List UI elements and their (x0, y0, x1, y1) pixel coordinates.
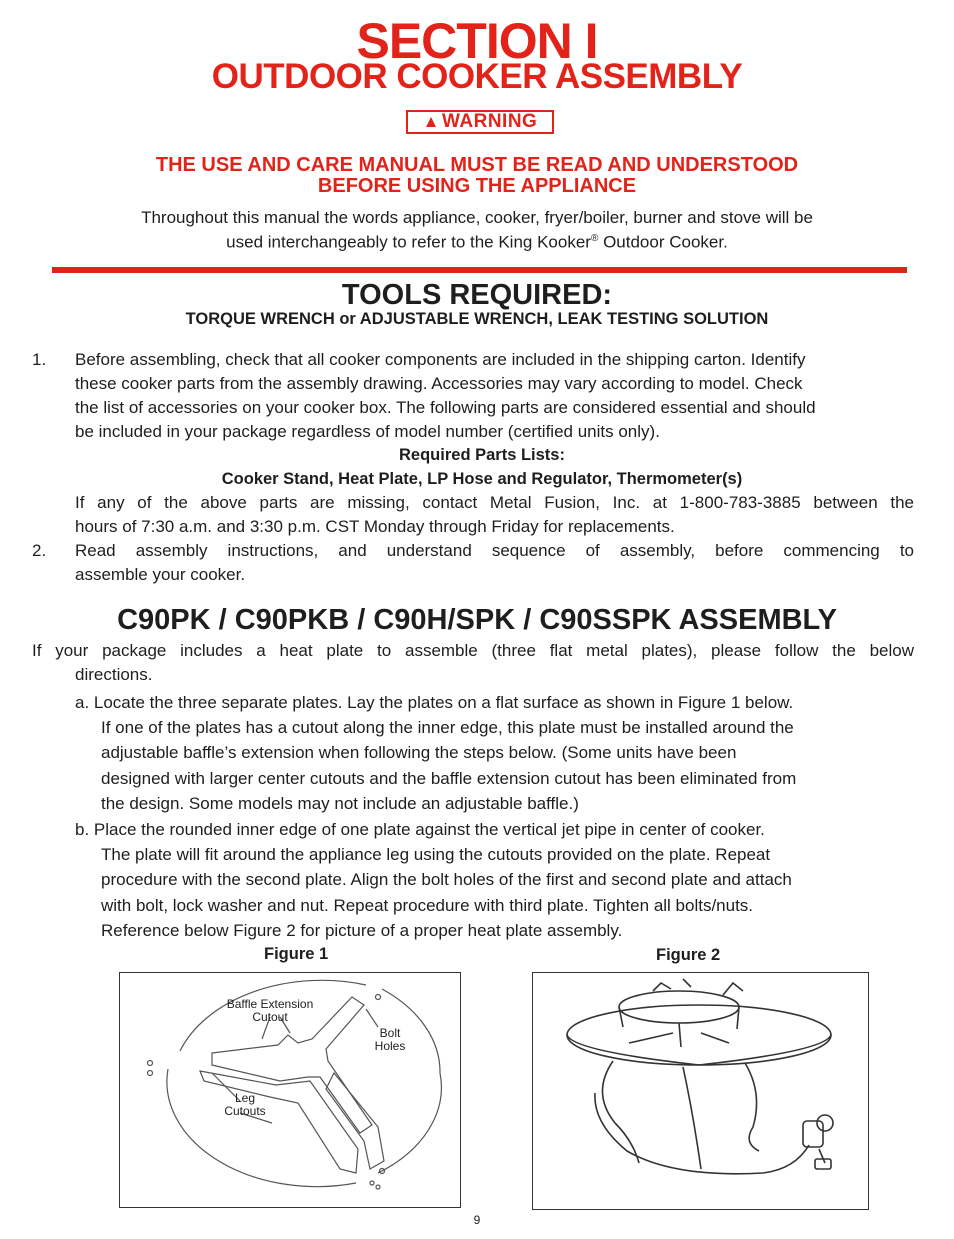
must-read-notice (0, 155, 954, 197)
step-a (75, 690, 914, 816)
step-1-line: be included in your package regardless of model number (certified units only). (75, 422, 660, 441)
required-parts-list: Cooker Stand, Heat Plate, LP Hose and Regulator, Thermometer(s) (221, 470, 743, 488)
callout-line: Cutout (252, 1010, 288, 1024)
cooker-assembly-illustration (533, 973, 867, 1208)
callout-line: Cutouts (224, 1104, 266, 1118)
callout-line: Baffle Extension (226, 997, 314, 1011)
leg-cutouts-callout (216, 1092, 274, 1118)
section-title: SECTION I (356, 13, 598, 69)
step-b-line: with bolt, lock washer and nut. Repeat procedure with third plate. Tighten all bolts/nuts. (101, 895, 754, 915)
notice-line-2: BEFORE USING THE APPLIANCE (317, 175, 637, 197)
step-b-line: The plate will fit around the appliance leg using the cutouts provided on the plate. Repeat (101, 845, 771, 865)
step-a-line: the design. Some models may not include an adjustable baffle.) (101, 793, 579, 813)
notice-line-1: THE USE AND CARE MANUAL MUST BE READ AND UNDERSTOOD (155, 154, 799, 176)
registered-mark: ® (590, 233, 599, 244)
figure-1 (119, 972, 461, 1208)
section-subtitle: OUTDOOR COOKER ASSEMBLY (211, 57, 743, 96)
step-a-line: adjustable baffle’s extension when following the steps below. (Some units have been (101, 743, 737, 763)
step-a-line: a. Locate the three separate plates. Lay the plates on a flat surface as shown in Figure 1 below. (75, 693, 794, 712)
callout-line: Leg (234, 1091, 256, 1105)
step-a-line: If one of the plates has a cutout along the inner edge, this plate must be installed around the (101, 718, 794, 738)
figure-2-label: Figure 2 (656, 946, 721, 964)
contact-text (75, 491, 914, 539)
red-divider (52, 267, 907, 273)
step-2-number: 2. (32, 541, 47, 560)
step-2-line: assemble your cooker. (75, 565, 246, 584)
tools-title: TOOLS REQUIRED: (341, 279, 613, 311)
step-b-line: Reference below Figure 2 for picture of a proper heat plate assembly. (101, 920, 623, 940)
page-number: 9 (473, 1213, 481, 1227)
step-b-line: procedure with the second plate. Align the bolt holes of the first and second plate and attach (101, 870, 792, 890)
intro-line-1: Throughout this manual the words appliance, cooker, fryer/boiler, burner and stove will be (141, 208, 813, 227)
assembly-intro-line: If your package includes a heat plate to assemble (three flat metal plates), please follow the below (32, 641, 914, 660)
assembly-intro-line: directions. (75, 665, 153, 684)
intro-text (0, 207, 954, 253)
step-1-text (75, 348, 914, 444)
figure-1-label: Figure 1 (264, 945, 329, 963)
step-2-line: Read assembly instructions, and understand sequence of assembly, before commencing to (75, 541, 914, 560)
step-1-line: the list of accessories on your cooker box. The following parts are considered essential and should (75, 398, 816, 417)
callout-line: Holes (374, 1039, 406, 1053)
contact-line: If any of the above parts are missing, contact Metal Fusion, Inc. at 1-800-783-3885 between the (75, 493, 914, 512)
warning-badge (406, 110, 554, 134)
baffle-extension-callout (208, 998, 332, 1024)
intro-line-2 (0, 228, 954, 253)
bolt-holes-callout (364, 1027, 416, 1053)
intro-line-2a: used interchangeably to refer to the King Kooker (226, 232, 591, 252)
warning-label: WARNING (442, 111, 538, 132)
warning-triangle-icon: ▲ (422, 112, 440, 131)
required-parts-title: Required Parts Lists: (399, 446, 565, 464)
step-2-text (75, 539, 914, 587)
step-b (75, 817, 914, 943)
callout-line: Bolt (379, 1026, 401, 1040)
step-1-number: 1. (32, 350, 47, 369)
figure-2 (532, 972, 869, 1210)
assembly-title: C90PK / C90PKB / C90H/SPK / C90SSPK ASSEMBLY (117, 604, 837, 636)
step-1-line: these cooker parts from the assembly drawing. Accessories may vary according to model. Check (75, 374, 803, 393)
step-a-line: designed with larger center cutouts and the baffle extension cutout has been eliminated from (101, 768, 797, 788)
step-b-line: b. Place the rounded inner edge of one plate against the vertical jet pipe in center of cooker. (75, 820, 765, 839)
step-1-line: Before assembling, check that all cooker components are included in the shipping carton. Identify (75, 350, 806, 369)
assembly-intro (32, 639, 914, 687)
intro-line-2b: Outdoor Cooker. (598, 232, 728, 252)
contact-line: hours of 7:30 a.m. and 3:30 p.m. CST Monday through Friday for replacements. (75, 517, 675, 536)
tools-list: TORQUE WRENCH or ADJUSTABLE WRENCH, LEAK TESTING SOLUTION (185, 310, 769, 328)
